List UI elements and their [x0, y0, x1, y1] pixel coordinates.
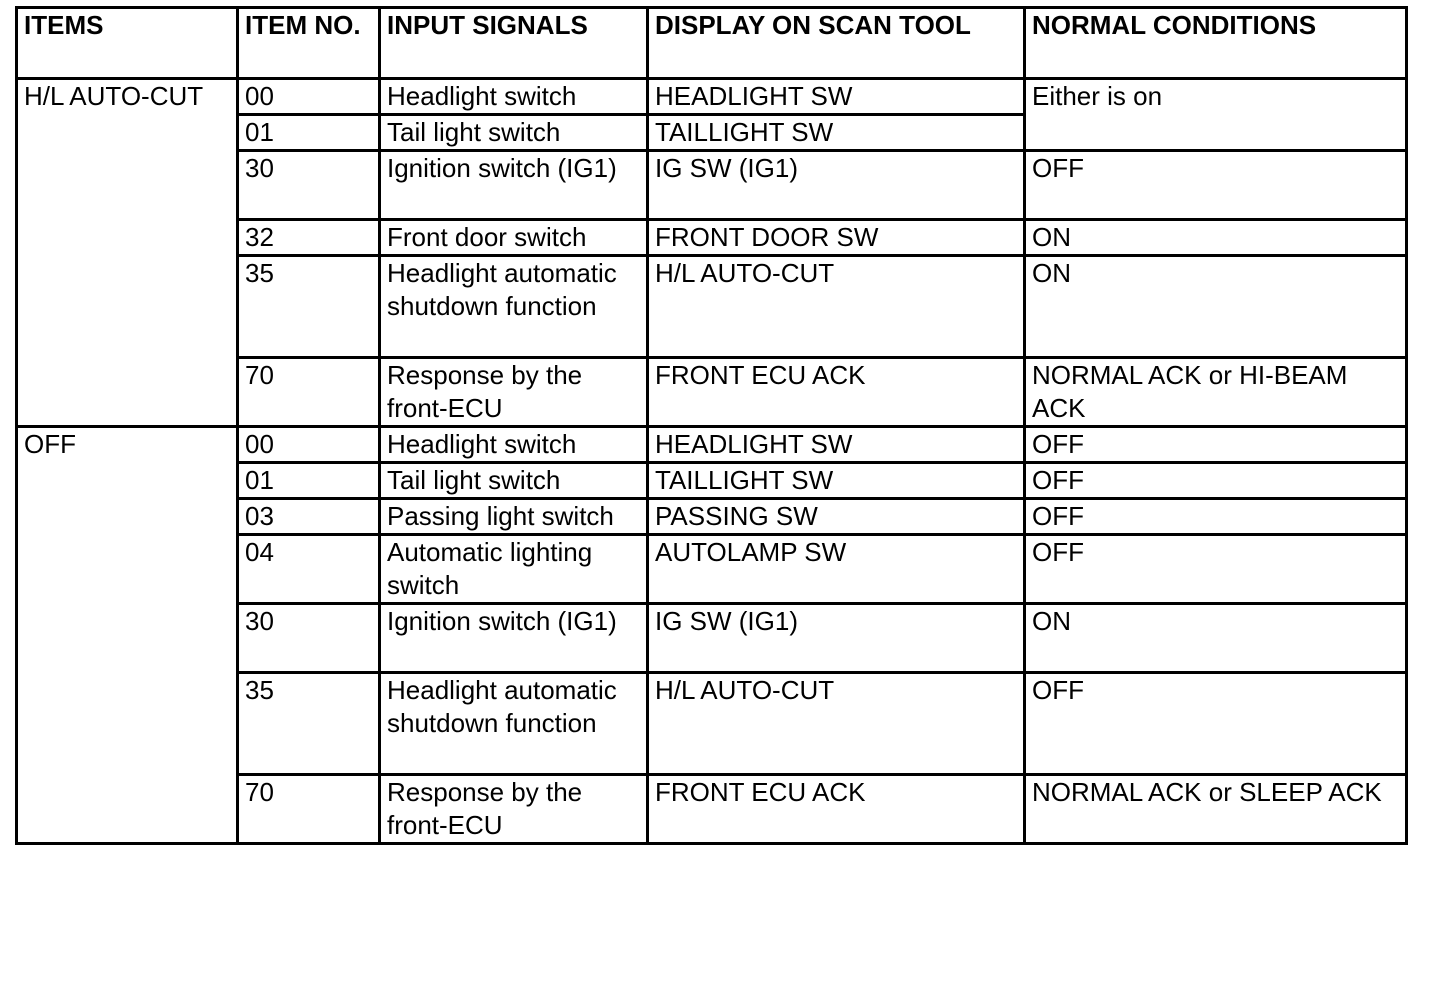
item-no-cell: 70 [238, 358, 380, 427]
normal-condition-cell: OFF [1025, 535, 1407, 604]
display-cell: FRONT ECU ACK [648, 358, 1025, 427]
input-signal-cell: Ignition switch (IG1) [380, 604, 648, 673]
input-signal-cell: Ignition switch (IG1) [380, 151, 648, 220]
normal-condition-cell: Either is on [1025, 79, 1407, 151]
normal-condition-cell: OFF [1025, 463, 1407, 499]
header-normal-conditions: NORMAL CONDITIONS [1025, 8, 1407, 79]
normal-condition-cell: ON [1025, 604, 1407, 673]
table-row [17, 79, 1407, 115]
display-cell: FRONT ECU ACK [648, 775, 1025, 844]
input-signal-cell: Headlight switch [380, 79, 648, 115]
display-cell: FRONT DOOR SW [648, 220, 1025, 256]
input-signal-cell: Response by the front-ECU [380, 358, 648, 427]
normal-condition-cell: ON [1025, 220, 1407, 256]
table-row [17, 427, 1407, 463]
display-cell: H/L AUTO-CUT [648, 673, 1025, 775]
input-signal-cell: Headlight automatic shutdown function [380, 256, 648, 358]
item-no-cell: 00 [238, 79, 380, 115]
item-no-cell: 01 [238, 115, 380, 151]
item-no-cell: 35 [238, 256, 380, 358]
item-no-cell: 00 [238, 427, 380, 463]
header-display-on-scan-tool: DISPLAY ON SCAN TOOL [648, 8, 1025, 79]
display-cell: TAILLIGHT SW [648, 115, 1025, 151]
header-input-signals: INPUT SIGNALS [380, 8, 648, 79]
input-signal-cell: Headlight automatic shutdown function [380, 673, 648, 775]
item-no-cell: 03 [238, 499, 380, 535]
display-cell: HEADLIGHT SW [648, 427, 1025, 463]
input-signal-cell: Automatic lighting switch [380, 535, 648, 604]
normal-condition-cell: ON [1025, 256, 1407, 358]
item-no-cell: 30 [238, 151, 380, 220]
group-name-off: OFF [17, 427, 238, 844]
item-no-cell: 04 [238, 535, 380, 604]
input-signal-cell: Tail light switch [380, 463, 648, 499]
input-signal-cell: Response by the front-ECU [380, 775, 648, 844]
item-no-cell: 35 [238, 673, 380, 775]
header-item-no: ITEM NO. [238, 8, 380, 79]
header-items: ITEMS [17, 8, 238, 79]
normal-condition-cell: NORMAL ACK or SLEEP ACK [1025, 775, 1407, 844]
normal-condition-cell: OFF [1025, 673, 1407, 775]
display-cell: HEADLIGHT SW [648, 79, 1025, 115]
display-cell: IG SW (IG1) [648, 604, 1025, 673]
display-cell: TAILLIGHT SW [648, 463, 1025, 499]
normal-condition-cell: NORMAL ACK or HI-BEAM ACK [1025, 358, 1407, 427]
item-no-cell: 32 [238, 220, 380, 256]
display-cell: H/L AUTO-CUT [648, 256, 1025, 358]
normal-condition-cell: OFF [1025, 151, 1407, 220]
display-cell: IG SW (IG1) [648, 151, 1025, 220]
header-row [17, 8, 1407, 79]
display-cell: AUTOLAMP SW [648, 535, 1025, 604]
display-cell: PASSING SW [648, 499, 1025, 535]
normal-condition-cell: OFF [1025, 427, 1407, 463]
input-signal-cell: Tail light switch [380, 115, 648, 151]
input-signal-cell: Headlight switch [380, 427, 648, 463]
item-no-cell: 30 [238, 604, 380, 673]
input-signal-cell: Passing light switch [380, 499, 648, 535]
item-no-cell: 70 [238, 775, 380, 844]
item-no-cell: 01 [238, 463, 380, 499]
normal-condition-cell: OFF [1025, 499, 1407, 535]
diagnostic-data-table [15, 6, 1408, 845]
group-name-hl-auto-cut: H/L AUTO-CUT [17, 79, 238, 427]
input-signal-cell: Front door switch [380, 220, 648, 256]
